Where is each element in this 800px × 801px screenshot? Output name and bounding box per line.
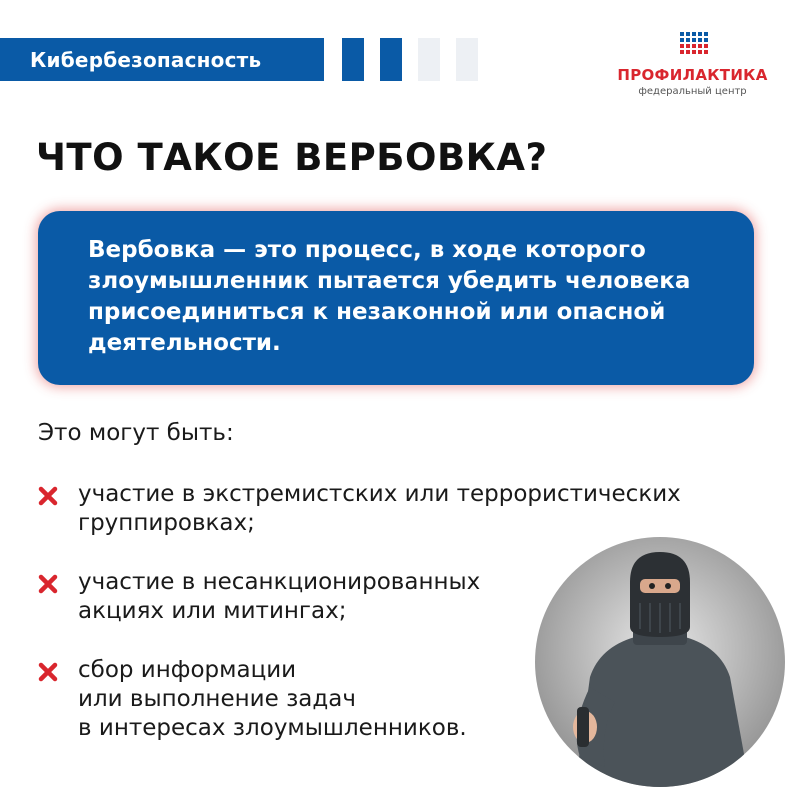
- red-cross-icon: [38, 486, 58, 506]
- logo-subtitle: федеральный центр: [638, 86, 747, 97]
- section-banner-label: Кибербезопасность: [30, 47, 262, 72]
- definition-line: Вербовка — это процесс, в ходе которого: [88, 237, 646, 263]
- list-item-line: в интересах злоумышленников.: [78, 715, 467, 741]
- list-item-line: группировках;: [78, 510, 255, 536]
- red-cross-icon: [38, 574, 58, 594]
- list-item-line: сбор информации: [78, 657, 297, 683]
- definition-line: злоумышленник пытается убедить человека: [88, 268, 691, 294]
- list-item-line: участие в несанкционированных: [78, 569, 481, 595]
- decor-bar-1: [342, 38, 364, 81]
- list-intro: Это могут быть:: [38, 420, 234, 446]
- definition-line: присоединиться к незаконной или опасной: [88, 299, 666, 325]
- page-title: ЧТО ТАКОЕ ВЕРБОВКА?: [36, 136, 548, 179]
- profilaktika-logo: [615, 32, 775, 102]
- logo-title: ПРОФИЛАКТИКА: [617, 66, 768, 84]
- list-item-line: или выполнение задач: [78, 686, 356, 712]
- definition-text: [88, 235, 724, 359]
- section-banner: [0, 38, 324, 81]
- decor-bar-4: [456, 38, 478, 81]
- decor-bar-3: [418, 38, 440, 81]
- definition-line: деятельности.: [88, 330, 281, 356]
- list-item-line: участие в экстремистских или террористических: [78, 481, 681, 507]
- decor-bar-2: [380, 38, 402, 81]
- logo-grid-icon: [680, 32, 710, 62]
- list-item-line: акциях или митингах;: [78, 598, 347, 624]
- masked-person-illustration: [535, 537, 785, 787]
- definition-box: [38, 211, 754, 385]
- red-cross-icon: [38, 662, 58, 682]
- list-item: [38, 480, 681, 538]
